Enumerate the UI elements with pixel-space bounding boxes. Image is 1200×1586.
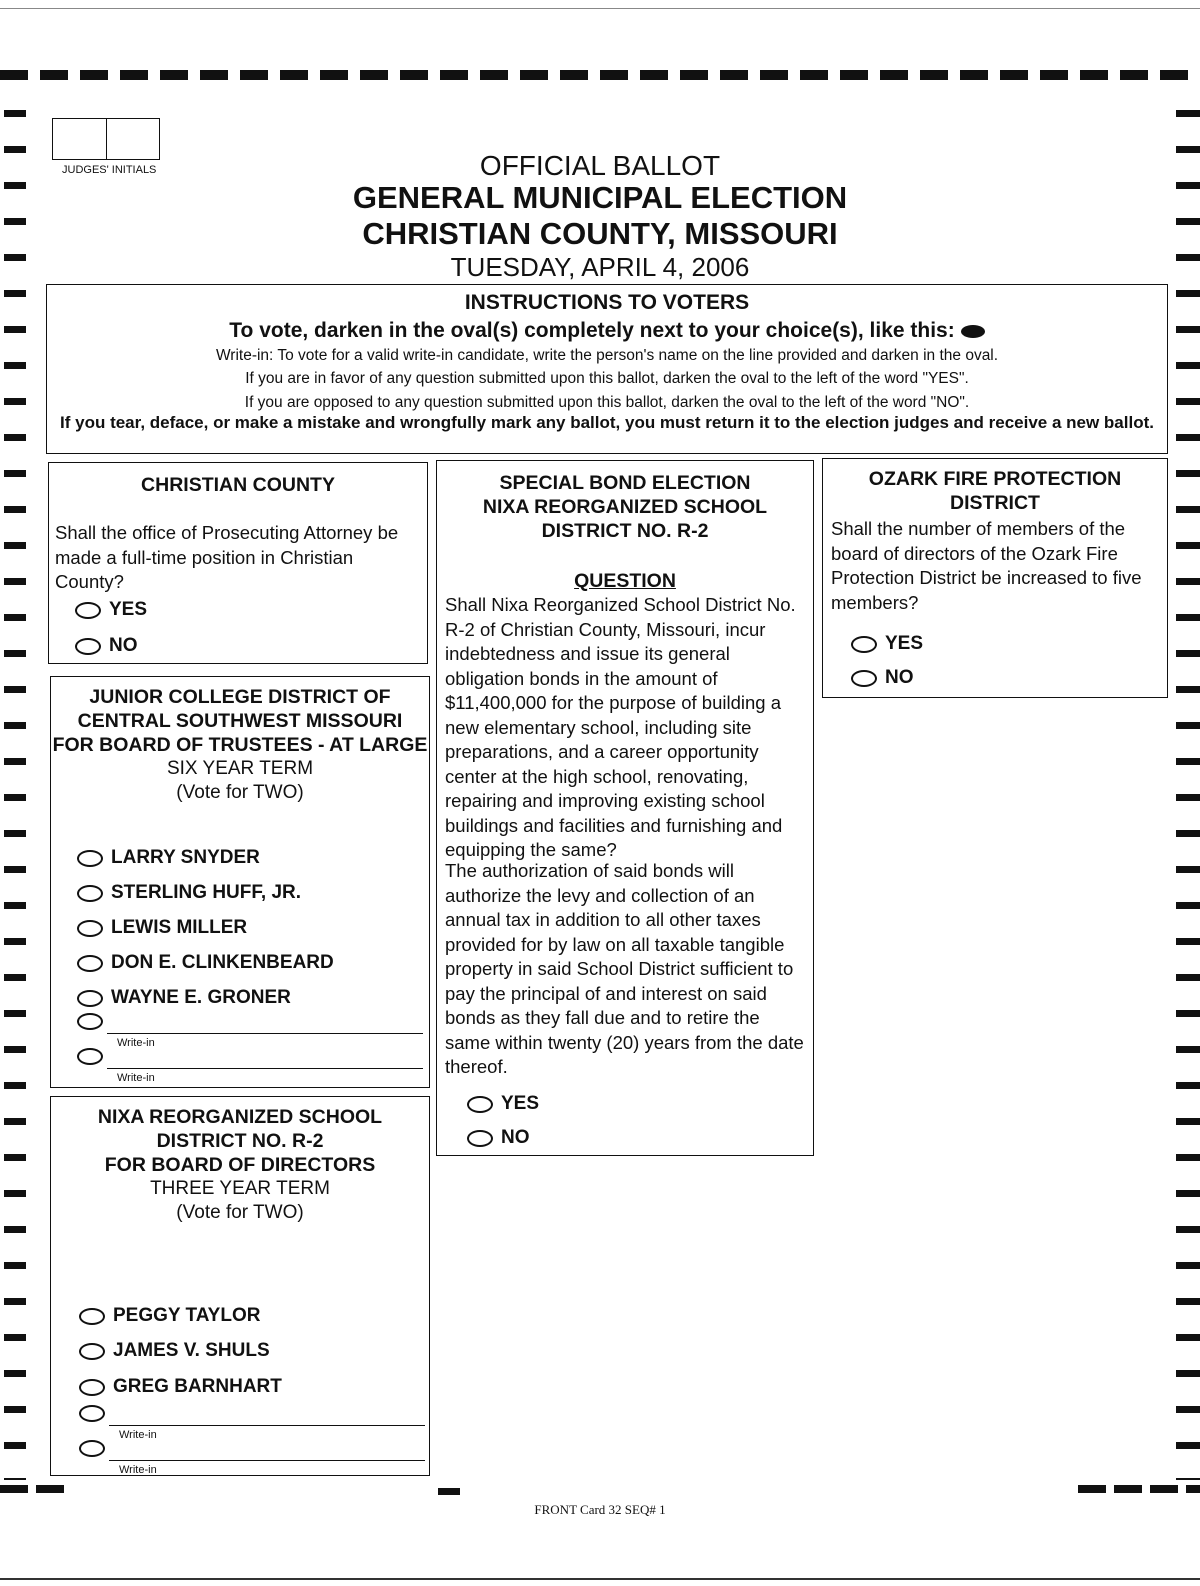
judges-initials-label: JUDGES' INITIALS	[62, 164, 157, 176]
instructions-line: If you tear, deface, or make a mistake and wrongfully mark any ballot, you must return it to the election judges and receive a new ballot.	[60, 413, 1154, 432]
center-timing-mark	[438, 1488, 460, 1495]
ballot-title: OFFICIAL BALLOT	[479, 150, 721, 181]
option-label: NO	[109, 635, 138, 656]
contest-title-line: FOR BOARD OF TRUSTEES - AT LARGE	[52, 734, 428, 756]
write-in-line[interactable]	[109, 1425, 425, 1426]
contest-question: Shall the number of members of the board of directors of the Ozark Fire Protection District be increased to five members?	[831, 518, 1142, 613]
bond-question-text: Shall Nixa Reorganized School District No. R-2 of Christian County, Missouri, incur indebtedness and issue its general obligation bonds in the amount of $11,400,000 for the purpose of building a new elementary school, including site preparations, and a career opportunity center at the high school, renovating, repairing and improving existing school buildings and facilities and furnishing and equipping the same?	[445, 594, 796, 860]
election-date: TUESDAY, APRIL 4, 2006	[450, 252, 750, 282]
filled-oval-example-icon	[961, 325, 985, 338]
vote-oval-icon[interactable]	[77, 850, 103, 867]
election-title: GENERAL MUNICIPAL ELECTION	[352, 180, 848, 215]
no-option[interactable]	[75, 635, 138, 657]
yes-option[interactable]	[851, 633, 923, 655]
contest-question: Shall the office of Prosecuting Attorney be made a full-time position in Christian County?	[55, 522, 399, 592]
instructions-line: If you are opposed to any question submitted upon this ballot, darken the oval to the left of the word "NO".	[244, 394, 970, 411]
candidate-option[interactable]	[77, 847, 260, 869]
left-timing-marks	[4, 110, 26, 1480]
county-title: CHRISTIAN COUNTY, MISSOURI	[362, 216, 838, 251]
candidate-option[interactable]	[77, 952, 334, 974]
vote-oval-icon[interactable]	[75, 638, 101, 655]
vote-oval-icon[interactable]	[77, 920, 103, 937]
vote-oval-icon[interactable]	[79, 1343, 105, 1360]
candidate-name: WAYNE E. GRONER	[111, 987, 291, 1008]
candidate-option[interactable]	[77, 917, 247, 939]
write-in-label: Write-in	[119, 1429, 157, 1441]
write-in-field[interactable]	[69, 1444, 425, 1474]
yes-option[interactable]	[75, 599, 147, 621]
write-in-label: Write-in	[117, 1072, 155, 1084]
write-in-line[interactable]	[109, 1460, 425, 1461]
vote-oval-icon[interactable]	[77, 1048, 103, 1065]
instructions-line: Write-in: To vote for a valid write-in candidate, write the person's name on the line provided and darken in the oval.	[215, 347, 999, 364]
candidate-name: LEWIS MILLER	[111, 917, 248, 938]
bottom-left-timing-marks	[0, 1485, 70, 1493]
vote-oval-icon[interactable]	[79, 1440, 105, 1457]
contest-title-line: FOR BOARD OF DIRECTORS	[104, 1154, 376, 1176]
contest-title-line: NIXA REORGANIZED SCHOOL	[482, 496, 768, 518]
contest-title-line: SPECIAL BOND ELECTION	[499, 472, 751, 494]
candidate-name: LARRY SNYDER	[111, 847, 260, 868]
write-in-field[interactable]	[67, 1017, 423, 1051]
nixa-board-of-directors-contest	[50, 1096, 430, 1476]
option-label: YES	[501, 1093, 540, 1114]
contest-title: OZARK FIRE PROTECTION DISTRICT	[868, 468, 1122, 514]
vote-oval-icon[interactable]	[77, 990, 103, 1007]
special-bond-election-contest	[436, 460, 814, 1156]
candidate-name: STERLING HUFF, JR.	[111, 882, 302, 903]
vote-oval-icon[interactable]	[851, 670, 877, 687]
instructions-title: INSTRUCTIONS TO VOTERS	[464, 291, 750, 314]
contest-title-line: JUNIOR COLLEGE DISTRICT OF	[89, 686, 391, 708]
ozark-fire-protection-contest	[822, 458, 1168, 698]
vote-oval-icon[interactable]	[467, 1096, 493, 1113]
contest-title-line: DISTRICT NO. R-2	[541, 520, 709, 542]
no-option[interactable]	[467, 1127, 530, 1149]
write-in-line[interactable]	[107, 1033, 423, 1034]
vote-oval-icon[interactable]	[851, 636, 877, 653]
candidate-option[interactable]	[77, 882, 301, 904]
contest-title: CHRISTIAN COUNTY	[141, 474, 335, 496]
candidate-option[interactable]	[77, 987, 291, 1009]
option-label: NO	[885, 667, 914, 688]
vote-oval-icon[interactable]	[77, 955, 103, 972]
term-label: THREE YEAR TERM	[150, 1178, 330, 1199]
vote-oval-icon[interactable]	[79, 1379, 105, 1396]
vote-oval-icon[interactable]	[467, 1130, 493, 1147]
write-in-line[interactable]	[107, 1068, 423, 1069]
question-heading: QUESTION	[574, 570, 676, 592]
contest-title-line: NIXA REORGANIZED SCHOOL	[97, 1106, 383, 1128]
candidate-name: JAMES V. SHULS	[113, 1340, 270, 1361]
vote-oval-icon[interactable]	[79, 1308, 105, 1325]
candidate-name: PEGGY TAYLOR	[113, 1305, 261, 1326]
top-timing-marks	[0, 70, 1200, 80]
instructions-line: If you are in favor of any question submitted upon this ballot, darken the oval to the left of the word "YES".	[245, 370, 969, 387]
instructions-line	[47, 319, 1167, 343]
instructions-text: To vote, darken in the oval(s) completely next to your choice(s), like this:	[229, 319, 955, 342]
write-in-field[interactable]	[67, 1052, 423, 1086]
top-border-line	[0, 8, 1200, 9]
vote-for-label: (Vote for TWO)	[176, 782, 304, 803]
vote-oval-icon[interactable]	[79, 1405, 105, 1422]
bond-authorization-text: The authorization of said bonds will authorize the levy and collection of an annual tax in addition to all other taxes provided for by law on all taxable tangible property in said School District sufficient to pay the principal of and interest on said bonds as they fall due and to retire the same within twenty (20) years from the date thereof.	[445, 860, 804, 1077]
contest-title-line: DISTRICT NO. R-2	[156, 1130, 324, 1152]
no-option[interactable]	[851, 667, 914, 689]
term-label: SIX YEAR TERM	[166, 758, 314, 779]
vote-for-label: (Vote for TWO)	[176, 1202, 304, 1223]
junior-college-contest	[50, 676, 430, 1088]
option-label: NO	[501, 1127, 530, 1148]
vote-oval-icon[interactable]	[77, 885, 103, 902]
instructions-box	[46, 284, 1168, 454]
card-sequence-footer: FRONT Card 32 SEQ# 1	[534, 1502, 666, 1517]
option-label: YES	[109, 599, 148, 620]
bottom-right-timing-marks	[1078, 1485, 1200, 1493]
christian-county-contest	[48, 462, 428, 664]
write-in-field[interactable]	[69, 1409, 425, 1443]
write-in-label: Write-in	[117, 1037, 155, 1049]
option-label: YES	[885, 633, 924, 654]
candidate-option[interactable]	[79, 1340, 270, 1362]
vote-oval-icon[interactable]	[75, 602, 101, 619]
right-timing-marks	[1176, 110, 1200, 1480]
yes-option[interactable]	[467, 1093, 539, 1115]
write-in-label: Write-in	[119, 1464, 157, 1476]
candidate-option[interactable]	[79, 1305, 260, 1327]
candidate-name: DON E. CLINKENBEARD	[111, 952, 334, 973]
vote-oval-icon[interactable]	[77, 1013, 103, 1030]
candidate-name: GREG BARNHART	[113, 1376, 282, 1397]
bottom-border-line	[0, 1578, 1200, 1580]
candidate-option[interactable]	[79, 1376, 282, 1398]
contest-title-line: CENTRAL SOUTHWEST MISSOURI	[77, 710, 403, 732]
